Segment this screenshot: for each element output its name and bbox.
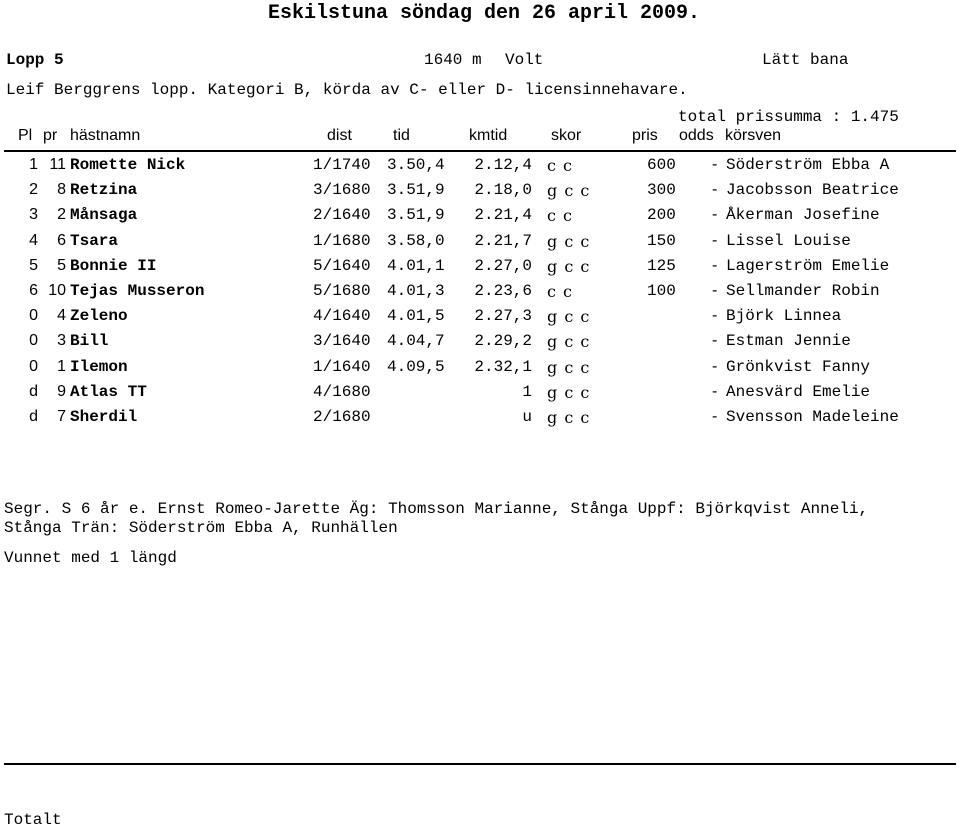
cell-horse-name: Månsaga bbox=[70, 206, 138, 225]
cell-horse-name: Tsara bbox=[70, 231, 119, 250]
cell-prize: 600 bbox=[647, 156, 676, 174]
race-label: Lopp 5 bbox=[6, 51, 64, 69]
total-label: Totalt bbox=[4, 811, 62, 829]
cell-km-time: 2.29,2 bbox=[474, 332, 532, 351]
cell-driver: Söderström Ebba A bbox=[726, 156, 890, 174]
cell-place: 0 bbox=[29, 332, 38, 350]
winning-margin: Vunnet med 1 längd bbox=[4, 549, 177, 567]
cell-shoes: g c c bbox=[547, 382, 591, 402]
cell-start-number: 10 bbox=[48, 282, 66, 299]
cell-shoes: g c c bbox=[547, 332, 591, 352]
cell-prize: 125 bbox=[647, 256, 676, 275]
cell-distance: 5/1640 bbox=[313, 256, 371, 275]
cell-place: 0 bbox=[29, 357, 38, 375]
cell-odds: - bbox=[712, 332, 718, 350]
cell-place: 3 bbox=[29, 206, 38, 224]
cell-odds: - bbox=[712, 408, 718, 425]
cell-time: 4.01,3 bbox=[387, 282, 445, 300]
track-condition: Lätt bana bbox=[762, 51, 849, 69]
cell-driver: Björk Linnea bbox=[726, 307, 842, 326]
cell-start-number: 4 bbox=[57, 307, 66, 325]
cell-odds: - bbox=[712, 231, 718, 249]
col-header-kusk: körsven bbox=[725, 127, 782, 144]
cell-place: 1 bbox=[29, 156, 38, 173]
cell-horse-name: Retzina bbox=[70, 181, 138, 200]
table-row bbox=[0, 358, 960, 383]
cell-horse-name: Atlas TT bbox=[70, 382, 147, 401]
cell-km-time: 2.27,0 bbox=[474, 256, 532, 275]
cell-time: 3.51,9 bbox=[387, 181, 445, 200]
cell-distance: 1/1740 bbox=[313, 156, 371, 174]
total-prize: total prissumma : 1.475 bbox=[678, 108, 899, 126]
cell-time: 3.58,0 bbox=[387, 231, 445, 250]
cell-time: 3.50,4 bbox=[387, 156, 445, 174]
col-header-pris: pris bbox=[632, 127, 658, 144]
cell-start-number: 3 bbox=[57, 332, 66, 350]
cell-shoes: g c c bbox=[547, 181, 591, 201]
cell-prize: 200 bbox=[647, 206, 676, 225]
cell-odds: - bbox=[712, 181, 718, 199]
cell-distance: 1/1640 bbox=[313, 357, 371, 376]
cell-prize: 300 bbox=[647, 181, 676, 200]
table-row bbox=[0, 181, 960, 206]
cell-driver: Lagerström Emelie bbox=[726, 256, 890, 275]
cell-start-number: 11 bbox=[49, 156, 66, 173]
cell-odds: - bbox=[712, 357, 718, 375]
cell-km-time: 2.32,1 bbox=[474, 357, 532, 376]
cell-place: 6 bbox=[29, 282, 38, 299]
cell-start-number: 7 bbox=[57, 408, 66, 425]
cell-km-time: 2.21,7 bbox=[474, 231, 532, 250]
cell-place: 4 bbox=[29, 231, 38, 249]
cell-shoes: g c c bbox=[547, 357, 591, 377]
cell-km-time: 2.27,3 bbox=[474, 307, 532, 326]
cell-time: 3.51,9 bbox=[387, 206, 445, 225]
col-header-pl: Pl bbox=[18, 127, 33, 144]
col-header-tid: tid bbox=[393, 127, 410, 144]
cell-start-number: 9 bbox=[57, 382, 66, 400]
winner-info-line1: Segr. S 6 år e. Ernst Romeo-Jarette Äg: Thomsson Marianne, Stånga Uppf: Björkqvist Anneli, bbox=[4, 500, 869, 518]
cell-horse-name: Romette Nick bbox=[70, 156, 186, 174]
col-header-name: hästnamn bbox=[70, 127, 141, 144]
winner-info-line2: Stånga Trän: Söderström Ebba A, Runhällen bbox=[4, 519, 398, 537]
table-row bbox=[0, 332, 960, 357]
cell-driver: Lissel Louise bbox=[726, 231, 851, 250]
cell-odds: - bbox=[712, 206, 718, 224]
col-header-pr: pr bbox=[43, 127, 58, 144]
cell-distance: 4/1640 bbox=[313, 307, 371, 326]
cell-place: 0 bbox=[29, 307, 38, 325]
cell-driver: Anesvärd Emelie bbox=[726, 382, 871, 401]
cell-horse-name: Ilemon bbox=[70, 357, 128, 376]
cell-distance: 4/1680 bbox=[313, 382, 371, 401]
cell-km-time: u bbox=[522, 408, 532, 426]
cell-horse-name: Bill bbox=[70, 332, 109, 351]
header-divider bbox=[4, 150, 956, 152]
cell-driver: Sellmander Robin bbox=[726, 282, 880, 300]
cell-prize: 100 bbox=[647, 282, 676, 300]
table-row bbox=[0, 206, 960, 231]
cell-km-time: 2.12,4 bbox=[474, 156, 532, 174]
table-row bbox=[0, 282, 960, 307]
cell-place: d bbox=[29, 408, 38, 425]
cell-km-time: 1 bbox=[522, 382, 532, 401]
cell-start-number: 2 bbox=[57, 206, 66, 224]
cell-place: d bbox=[29, 382, 38, 400]
table-row bbox=[0, 257, 960, 282]
cell-horse-name: Zeleno bbox=[70, 307, 128, 326]
cell-driver: Estman Jennie bbox=[726, 332, 851, 351]
cell-distance: 3/1680 bbox=[313, 181, 371, 200]
race-start-type: Volt bbox=[505, 51, 544, 69]
col-header-skor: skor bbox=[551, 127, 582, 144]
cell-distance: 1/1680 bbox=[313, 231, 371, 250]
table-row bbox=[0, 383, 960, 408]
col-header-odds: odds bbox=[679, 127, 714, 144]
cell-km-time: 2.18,0 bbox=[474, 181, 532, 200]
cell-km-time: 2.23,6 bbox=[474, 282, 532, 300]
col-header-kmtid: kmtid bbox=[469, 127, 508, 144]
cell-time: 4.01,1 bbox=[387, 256, 445, 275]
cell-shoes: g c c bbox=[547, 231, 591, 251]
cell-start-number: 1 bbox=[57, 357, 66, 375]
cell-distance: 3/1640 bbox=[313, 332, 371, 351]
table-row bbox=[0, 408, 960, 433]
cell-place: 2 bbox=[29, 181, 38, 199]
cell-shoes: c c bbox=[547, 206, 574, 226]
cell-shoes: g c c bbox=[547, 307, 591, 327]
cell-odds: - bbox=[712, 307, 718, 325]
cell-distance: 2/1680 bbox=[313, 408, 371, 426]
cell-time: 4.01,5 bbox=[387, 307, 445, 326]
cell-start-number: 6 bbox=[57, 231, 66, 249]
cell-odds: - bbox=[712, 256, 718, 274]
table-row bbox=[0, 307, 960, 332]
cell-prize: 150 bbox=[647, 231, 676, 250]
cell-horse-name: Tejas Musseron bbox=[70, 282, 205, 300]
cell-start-number: 8 bbox=[57, 181, 66, 199]
page-title: Eskilstuna söndag den 26 april 2009. bbox=[267, 2, 701, 25]
col-header-dist: dist bbox=[327, 127, 352, 144]
cell-place: 5 bbox=[29, 256, 38, 274]
cell-km-time: 2.21,4 bbox=[474, 206, 532, 225]
cell-shoes: c c bbox=[547, 156, 574, 175]
cell-horse-name: Sherdil bbox=[70, 408, 138, 426]
cell-shoes: g c c bbox=[547, 408, 591, 427]
cell-driver: Jacobsson Beatrice bbox=[726, 181, 899, 200]
cell-time: 4.04,7 bbox=[387, 332, 445, 351]
cell-odds: - bbox=[712, 156, 718, 173]
race-distance: 1640 m bbox=[424, 51, 482, 69]
cell-start-number: 5 bbox=[57, 256, 66, 274]
table-row bbox=[0, 232, 960, 257]
cell-horse-name: Bonnie II bbox=[70, 256, 157, 275]
cell-driver: Svensson Madeleine bbox=[726, 408, 899, 426]
cell-time: 4.09,5 bbox=[387, 357, 445, 376]
cell-shoes: c c bbox=[547, 282, 574, 301]
cell-odds: - bbox=[712, 282, 718, 299]
cell-distance: 5/1680 bbox=[313, 282, 371, 300]
cell-distance: 2/1640 bbox=[313, 206, 371, 225]
table-row bbox=[0, 156, 960, 181]
cell-odds: - bbox=[712, 382, 718, 400]
cell-driver: Åkerman Josefine bbox=[726, 206, 880, 225]
footer-divider bbox=[4, 763, 956, 765]
cell-shoes: g c c bbox=[547, 256, 591, 276]
cell-driver: Grönkvist Fanny bbox=[726, 357, 871, 376]
race-name: Leif Berggrens lopp. Kategori B, körda av C- eller D- licensinnehavare. bbox=[6, 81, 688, 99]
